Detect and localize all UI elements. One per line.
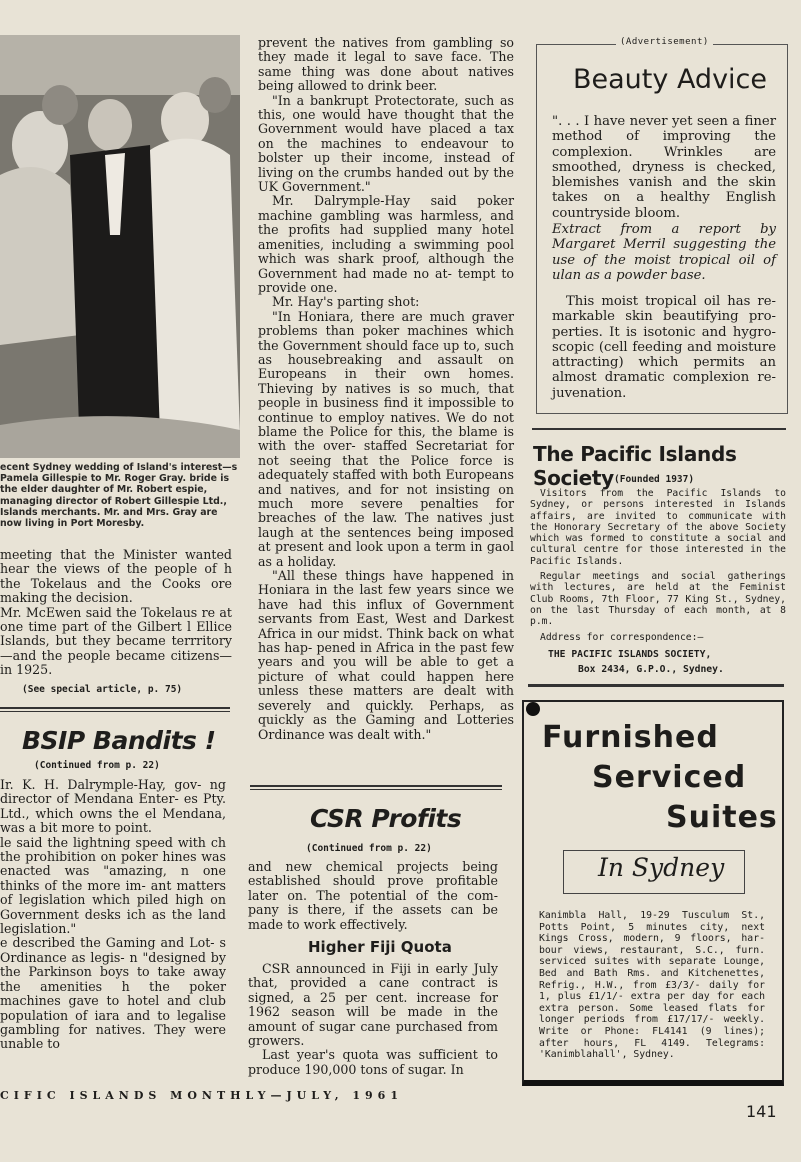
csr-paragraph: CSR announced in Fiji in early July that, provided a cane contract is signed, a 25 per cent. increase for 1962 season will be made in the amount of sugar cane purchased from growers. — [248, 961, 498, 1049]
csr-headline: CSR Profits — [310, 804, 462, 833]
pacific-islands-society-title: The Pacific Islands Society — [533, 442, 737, 490]
section-divider — [532, 428, 786, 430]
section-divider — [528, 684, 784, 687]
col2-paragraph: prevent the natives from gambling so they made it legal to save face. The same thing was done about natives being allowed to drink beer. — [258, 35, 514, 94]
col2-paragraph: Mr. Hay's parting shot: — [272, 294, 420, 310]
bullet-dot — [526, 702, 540, 716]
csr-continued-note: (Continued from p. 22) — [306, 843, 432, 854]
column1-text — [0, 548, 232, 678]
founded-note: (Founded 1937) — [614, 474, 695, 485]
pis-paragraph: Visitors from the Pacific Islands to Sydney, or persons interested in Islands affairs, are invited to communicate with the Honorary Secretary of the above Society which was formed to constitute a social and cultural centre for those interested in the Pacific Islands. — [530, 488, 786, 567]
section-divider — [250, 785, 502, 787]
photo-caption: ecent Sydney wedding of Island's interest—s Pamela Gillespie to Mr. Roger Gray. bride is the elder daughter of Mr. Robert espie, managing director of Robert Gillespie Ltd., Islands merchants. Mr. and Mrs. Gray are now living in Port Moresby. — [0, 462, 238, 530]
col1-paragraph: Mr. McEwen said the Tokelaus re at one time part of the Gilbert l Ellice Islands, but they became terrritory—and the people became citizens—in 1925. — [0, 604, 232, 678]
section-divider — [0, 711, 230, 712]
col2-paragraph: "In Honiara, there are much graver problems than poker machines which the Government should face up to, such as housebreaking and assault on Europeans in their own homes. Thieving by natives is so much, that people in business find it impossible to continue to employ natives. We do not blame the Police for this, the blame is with the over- staffed Secretariat for not seeing that the Police force is adequately staffed with both Europeans and natives, and for not insisting on much more severe penalties for breaches of the law. The natives just laugh at the sentences being imposed at present and look upon a term in gaol as a holiday. — [258, 308, 514, 569]
bsip-continued-note: (Continued from p. 22) — [34, 760, 160, 771]
higher-fiji-quota-subhead: Higher Fiji Quota — [308, 938, 452, 956]
pis-paragraph: Regular meetings and social gatherings with lectures, are held at the Feminist Club Rooms, 7th Floor, 77 King St., Sydney, on the last Thursday of each month, at 8 p.m. — [530, 571, 786, 628]
see-article-note: (See special article, p. 75) — [22, 684, 183, 695]
in-sydney-label: In Sydney — [598, 853, 725, 882]
pis-address-line: THE PACIFIC ISLANDS SOCIETY, — [548, 649, 712, 660]
section-divider — [250, 789, 502, 790]
col2-paragraph: Mr. Dalrymple-Hay said poker machine gambling was harmless, and the profits had supplied many hotel amenities, including a swimming pool which was shark proof, although the Government had made no at- tempt to provide one. — [258, 193, 514, 295]
wedding-photo-image — [0, 35, 240, 458]
csr-article-intro — [248, 860, 498, 932]
column2-text — [258, 36, 514, 742]
csr-paragraph: and new chemical projects being established should prove profitable later on. The potential of the com- pany is there, if the assets can be made to work effectively. — [248, 859, 498, 932]
bsip-article-text — [0, 778, 226, 1052]
section-divider — [0, 707, 230, 709]
bsip-paragraph: e described the Gaming and Lot- s Ordinance as legis- n "designed by the Parkinson boys to take away the amenities h the poker machines gave to hotel and club population of iara and to legalise gambling for natives. They were unable to — [0, 935, 226, 1052]
suites-line-suites: Suites — [666, 800, 778, 835]
page-number: 141 — [746, 1102, 777, 1121]
bsip-paragraph: le said the lightning speed with ch the prohibition on poker hines was enacted was "amazing, n one thinks of the more im- ant matters of legislation which piled high on Government desks ich as the land legislation." — [0, 834, 226, 937]
wedding-photo — [0, 35, 240, 458]
beauty-ad-body: This moist tropical oil has re- markable skin beautifying pro- perties. It is isotonic and hygro- scopic (cell feeding and moisture attracting) which permits an almost dramatic complexion re- juvenation. — [552, 294, 776, 401]
pis-address-label: Address for correspondence:— — [540, 632, 704, 643]
col1-paragraph: meeting that the Minister wanted hear the views of the people of h the Tokelaus and the Cooks ore making the decision. — [0, 547, 232, 606]
advertisement-label: (Advertisement) — [616, 37, 713, 47]
bsip-paragraph: Ir. K. H. Dalrymple-Hay, gov- ng director of Mendana Enter- es Pty. Ltd., which owns the el Mendana, was a bit more to point. — [0, 777, 226, 836]
suites-line-serviced: Serviced — [592, 760, 747, 795]
csr-paragraph: Last year's quota was sufficient to produce 190,000 tons of sugar. In — [248, 1047, 498, 1077]
col2-paragraph: "All these things have happened in Honiara in the last few years since we have had this influx of Government servants from East, West and Darkest Africa in our midst. Think back on what has hap- pened in Africa in the past few years and you will be able to get a picture of what could happen here unless these matters are dealt with severely and quickly. Perhaps, as quickly as the Gaming and Lotteries Ordinance was dealt with." — [258, 568, 514, 742]
pis-address-line: Box 2434, G.P.O., Sydney. — [578, 664, 724, 675]
suites-ad-body: Kanimbla Hall, 19-29 Tusculum St., Potts Point, 5 minutes city, next Kings Cross, modern, 9 floors, har- bour views, restaurant, S.C., furn. serviced suites with separate Lounge, Bed and Bath Rms. and Kitchenettes, Refrig., H.W., from £3/3/- daily for 1, plus £1/1/- extra per day for each extra person. Some leased flats for longer periods from £17/17/- weekly. Write or Phone: FL4141 (9 lines); after hours, FL 4149. Telegrams: 'Kanimblahall', Sydney. — [539, 910, 765, 1061]
col2-paragraph: "In a bankrupt Protectorate, such as this, one would have thought that the Government would have placed a tax on the machines to endeavour to bolster up their income, instead of living on the crumbs handed out by the UK Government." — [258, 92, 514, 195]
beauty-advice-title: Beauty Advice — [573, 64, 768, 95]
beauty-ad-extract: Extract from a report by Margaret Merril suggesting the use of the moist tropical oil of ulan as a powder base. — [552, 222, 776, 283]
suites-line-furnished: Furnished — [542, 720, 719, 755]
csr-article-text — [248, 962, 498, 1077]
beauty-ad-quote: ". . . I have never yet seen a finer method of improving the complexion. Wrinkles are smoothed, dryness is checked, blemishes vanish and the skin takes on a healthy English countryside bloom. — [552, 114, 776, 221]
page-footer: CIFIC ISLANDS MONTHLY—JULY, 1961 — [0, 1089, 403, 1102]
bsip-headline: BSIP Bandits ! — [22, 726, 216, 755]
